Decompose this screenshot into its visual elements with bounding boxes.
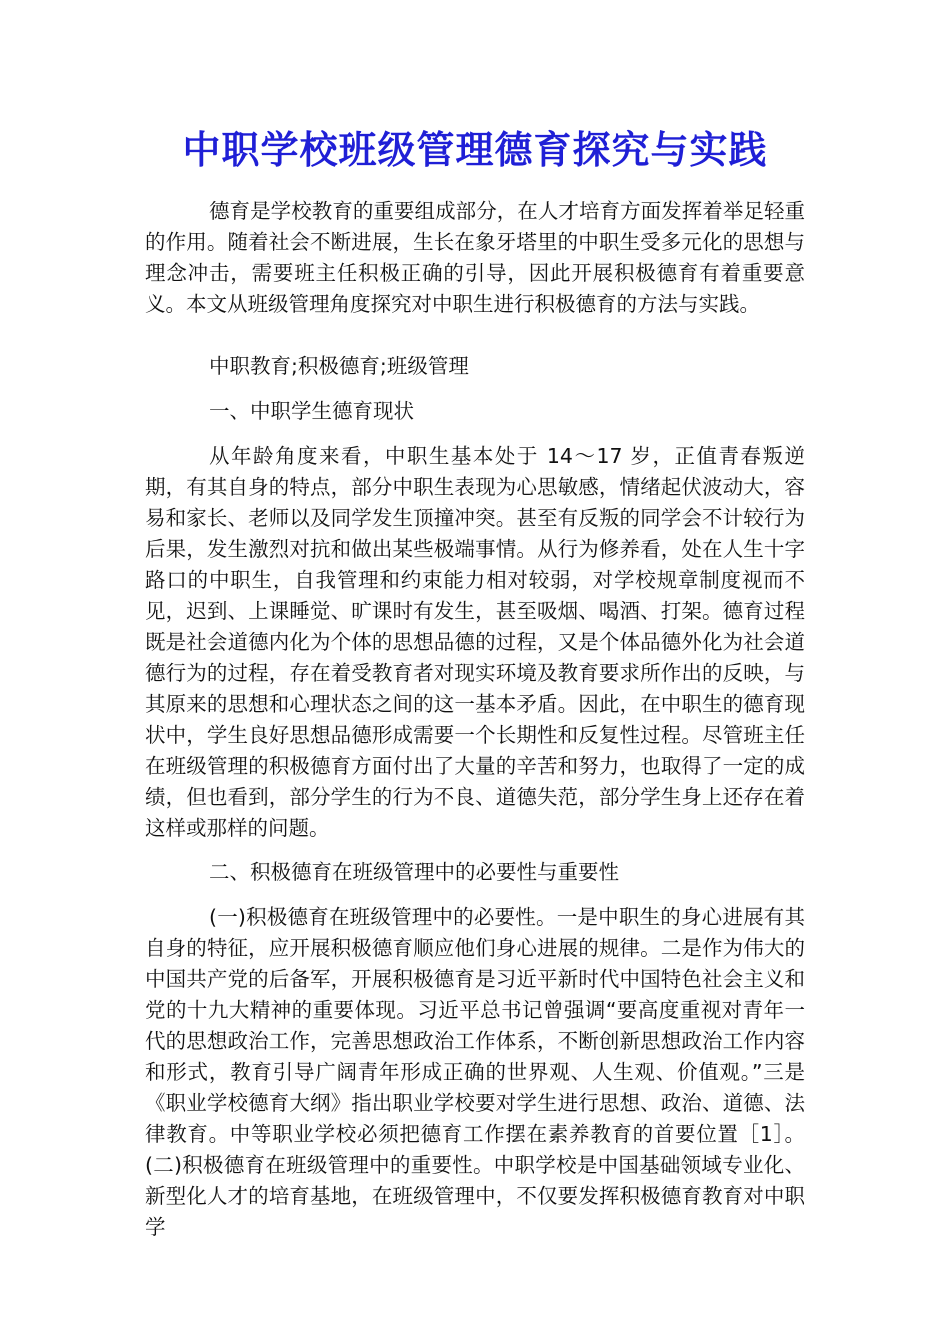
document-title: 中职学校班级管理德育探究与实践 — [182, 127, 768, 172]
section-1-paragraph: 从年龄角度来看，中职生基本处于 14～17 岁，正值青春叛逆期，有其自身的特点，部分中职生表现为心思敏感，情绪起伏波动大，容易和家长、老师以及同学发生顶撞冲突。甚至有反叛的同学会不计较行为后果，发生激烈对抗和做出某些极端事情。从行为修养看，处在人生十字路口的中职生，自我管理和约束能力相对较弱，对学校规章制度视而不见，迟到、上课睡觉、旷课时有发生，甚至吸烟、喝酒、打架。德育过程既是社会道德内化为个体的思想品德的过程，又是个体品德外化为社会道德行为的过程，存在着受教育者对现实环境及教育要求所作出的反映，与其原来的思想和心理状态之间的这一基本矛盾。因此，在中职生的德育现状中，学生良好思想品德形成需要一个长期性和反复性过程。尽管班主任在班级管理的积极德育方面付出了大量的辛苦和努力，也取得了一定的成绩，但也看到，部分学生的行为不良、道德失范，部分学生身上还存在着这样或那样的问题。 — [145, 444, 805, 840]
keywords-line: 中职教育;积极德育;班级管理 — [209, 354, 469, 378]
section-2-paragraph: (一)积极德育在班级管理中的必要性。一是中职生的身心进展有其自身的特征，应开展积极德育顺应他们身心进展的规律。二是作为伟大的中国共产党的后备军，开展积极德育是习近平新时代中国特色社会主义和党的十九大精神的重要体现。习近平总书记曾强调“要高度重视对青年一代的思想政治工作，完善思想政治工作体系，不断创新思想政治工作内容和形式，教育引导广阔青年形成正确的世界观、人生观、价值观。”三是《职业学校德育大纲》指出职业学校要对学生进行思想、政治、道德、法律教育。中等职业学校必须把德育工作摆在素养教育的首要位置［1］。(二)积极德育在班级管理中的重要性。中职学校是中国基础领域专业化、新型化人才的培育基地，在班级管理中，不仅要发挥积极德育教育对中职学 — [145, 905, 805, 1239]
abstract-paragraph: 德育是学校教育的重要组成部分，在人才培育方面发挥着举足轻重的作用。随着社会不断进展，生长在象牙塔里的中职生受多元化的思想与理念冲击，需要班主任积极正确的引导，因此开展积极德育有着重要意义。本文从班级管理角度探究对中职生进行积极德育的方法与实践。 — [145, 199, 805, 316]
section-2-heading: 二、积极德育在班级管理中的必要性与重要性 — [209, 860, 619, 884]
section-1-heading: 一、中职学生德育现状 — [209, 399, 414, 423]
